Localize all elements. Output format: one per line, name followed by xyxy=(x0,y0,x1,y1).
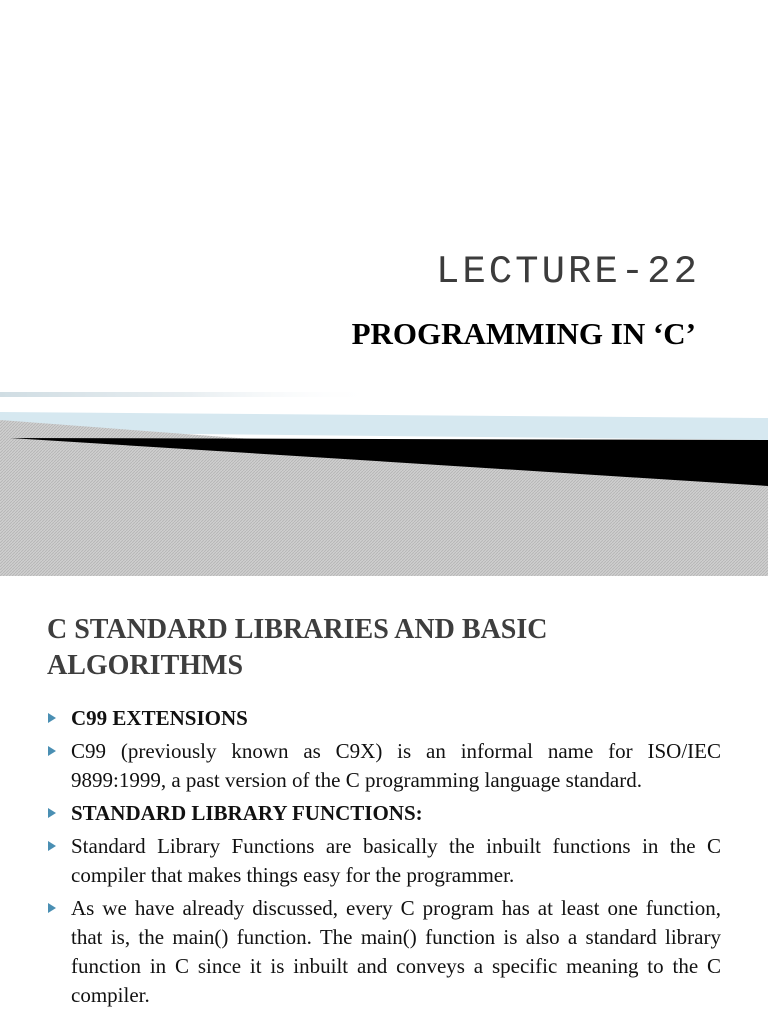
bullet-arrow-icon xyxy=(48,903,56,913)
banner-fade-line xyxy=(0,392,380,397)
bullet-text: Standard Library Functions are basically the inbuilt functions in the C compiler that makes things easy for the programmer. xyxy=(71,834,721,887)
bullet-item xyxy=(47,894,721,1010)
bullet-arrow-icon xyxy=(48,713,56,723)
bullet-item xyxy=(47,799,721,828)
bullet-item xyxy=(47,832,721,890)
bullet-arrow-icon xyxy=(48,808,56,818)
bullet-text: C99 EXTENSIONS xyxy=(71,706,248,730)
content-slide xyxy=(0,578,768,1024)
bullet-item xyxy=(47,704,721,733)
bullet-arrow-icon xyxy=(48,841,56,851)
lecture-subtitle: PROGRAMMING IN ‘C’ xyxy=(351,316,696,351)
decorative-banner xyxy=(0,390,768,576)
bullet-arrow-icon xyxy=(48,746,56,756)
lecture-title: LECTURE-22 xyxy=(435,250,700,294)
content-slide-title: C STANDARD LIBRARIES AND BASIC ALGORITHMS xyxy=(47,614,548,681)
bullet-text: STANDARD LIBRARY FUNCTIONS: xyxy=(71,801,423,825)
bullet-list xyxy=(47,704,721,1014)
bullet-text: C99 (previously known as C9X) is an informal name for ISO/IEC 9899:1999, a past version of the C programming language standard. xyxy=(71,739,721,792)
bullet-text: As we have already discussed, every C program has at least one function, that is, the main() function. The main() function is also a standard library function in C since it is inbuilt and conveys a specific meaning to the C compiler. xyxy=(71,896,721,1007)
bullet-item xyxy=(47,737,721,795)
